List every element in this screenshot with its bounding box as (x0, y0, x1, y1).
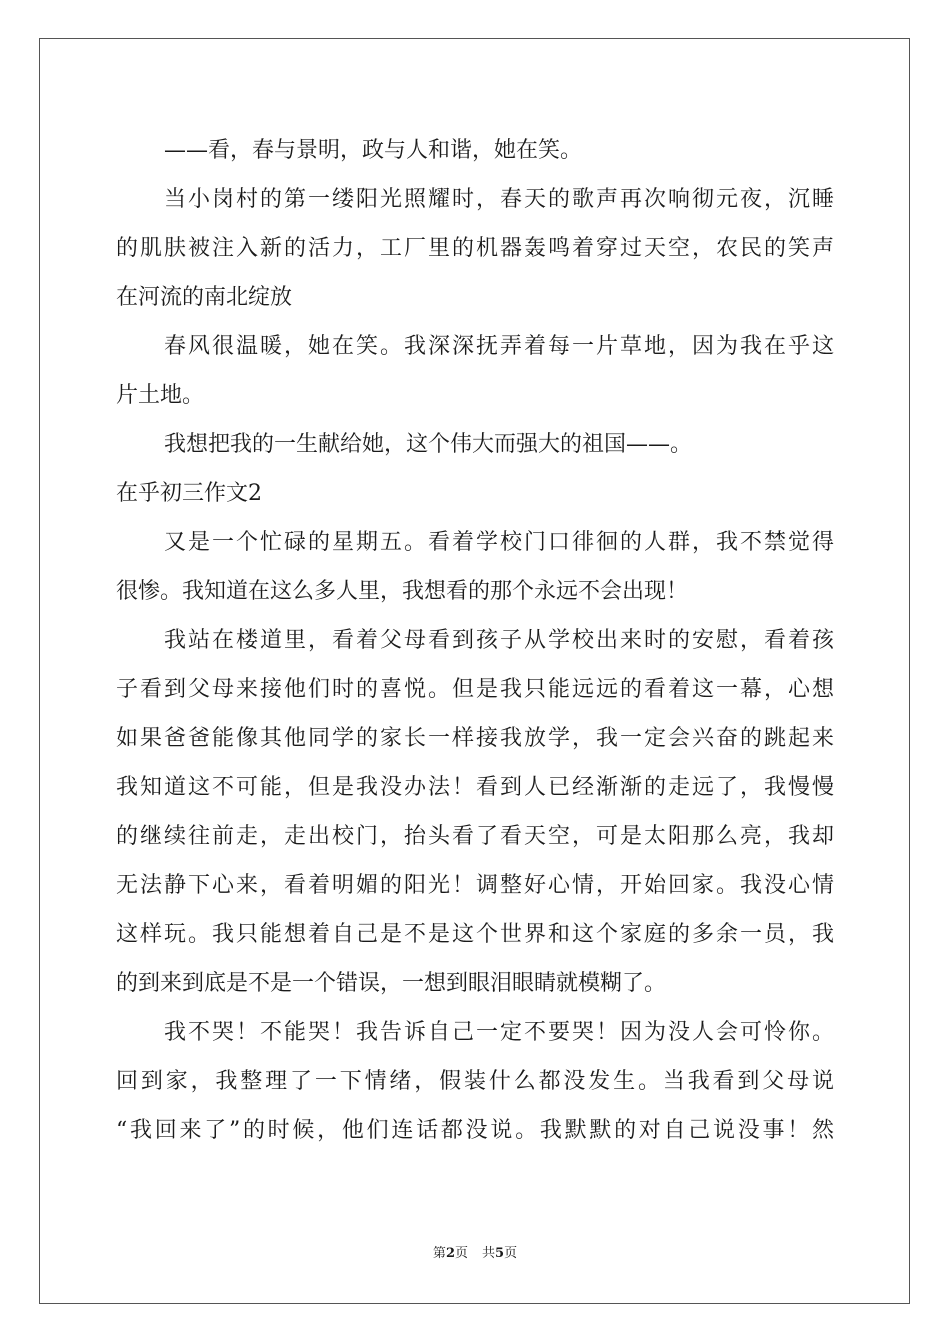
text-line: 很惨。我知道在这么多人里，我想看的那个永远不会出现！ (116, 579, 689, 604)
page-number: 第2页 (432, 1246, 468, 1261)
text-line: ——看，春与景明，政与人和谐，她在笑。 (164, 138, 583, 163)
text-line: 片土地。 (116, 383, 205, 408)
text-line: “我回来了”的时候，他们连话都没说。我默默的对自己说没事！然 (116, 1118, 834, 1143)
text-line: 子看到父母来接他们时的喜悦。但是我只能远远的看着这一幕，心想 (116, 677, 834, 702)
text-line: 的肌肤被注入新的活力，工厂里的机器轰鸣着穿过天空，农民的笑声 (116, 236, 834, 261)
text-line: 我站在楼道里，看着父母看到孩子从学校出来时的安慰，看着孩 (164, 628, 834, 653)
page-footer (0, 1244, 950, 1264)
text-line: 无法静下心来，看着明媚的阳光！调整好心情，开始回家。我没心情 (116, 873, 834, 898)
text-line: 我不哭！不能哭！我告诉自己一定不要哭！因为没人会可怜你。 (164, 1020, 834, 1045)
text-line: 我知道这不可能，但是我没办法！看到人已经渐渐的走远了，我慢慢 (116, 775, 834, 800)
text-line: 在河流的南北绽放 (116, 285, 293, 310)
text-line: 又是一个忙碌的星期五。看着学校门口徘徊的人群，我不禁觉得 (164, 530, 834, 555)
text-line: 回到家，我整理了一下情绪，假装什么都没发生。当我看到父母说 (116, 1069, 834, 1094)
document-body (116, 126, 834, 1155)
total-pages: 共5页 (482, 1246, 518, 1261)
text-line: 的到来到底是不是一个错误，一想到眼泪眼睛就模糊了。 (116, 971, 667, 996)
section-heading: 在乎初三作文2 (116, 481, 262, 506)
text-line: 这样玩。我只能想着自己是不是这个世界和这个家庭的多余一员，我 (116, 922, 834, 947)
text-line: 如果爸爸能像其他同学的家长一样接我放学，我一定会兴奋的跳起来 (116, 726, 834, 751)
text-line: 我想把我的一生献给她，这个伟大而强大的祖国——。 (164, 432, 693, 457)
text-line: 的继续往前走，走出校门，抬头看了看天空，可是太阳那么亮，我却 (116, 824, 834, 849)
text-line: 春风很温暖，她在笑。我深深抚弄着每一片草地，因为我在乎这 (164, 334, 834, 359)
text-line: 当小岗村的第一缕阳光照耀时，春天的歌声再次响彻元夜，沉睡 (164, 187, 834, 212)
